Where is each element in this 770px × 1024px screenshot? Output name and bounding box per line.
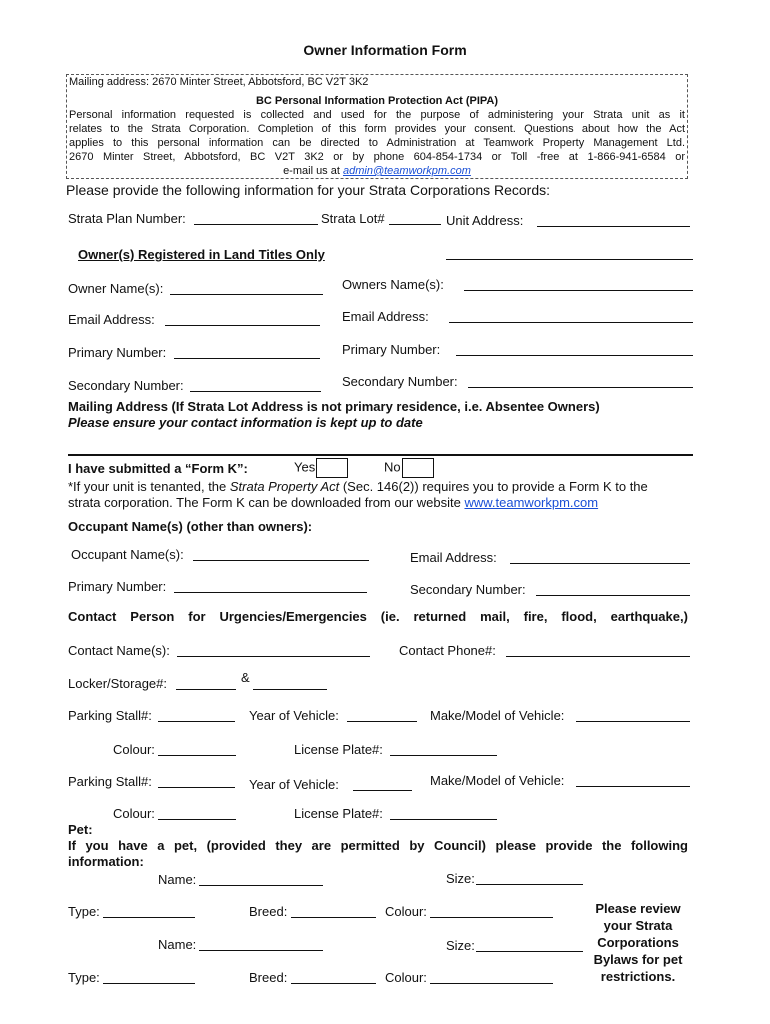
vehicle-colour-label-2: Colour: (113, 806, 155, 821)
occupant-email-label: Email Address: (410, 550, 497, 565)
pet-intro-word: following (630, 838, 688, 853)
page-title: Owner Information Form (303, 42, 467, 58)
bylaws-note-line-4: Bylaws for pet (593, 952, 683, 967)
license-plate-field-1[interactable] (390, 755, 497, 756)
pet-colour-field-1[interactable] (430, 917, 553, 918)
strata-property-act: Strata Property Act (229, 479, 340, 494)
pet-type-field-1[interactable] (103, 917, 195, 918)
owner-name-label-left: Owner Name(s): (68, 281, 164, 296)
pet-intro-line-2: information: (68, 854, 144, 869)
pet-intro-word: pet, (173, 838, 198, 853)
mailing-address-note: Please ensure your contact information is kept up to date (68, 415, 423, 430)
unit-address-label: Unit Address: (446, 213, 524, 228)
mailing-address-text: Mailing address: 2670 Minter Street, Abbotsford, BC V2T 3K2 (69, 76, 369, 88)
owner-secondary-label-right: Secondary Number: (342, 374, 458, 389)
bylaws-note-line-2: your Strata (603, 918, 673, 933)
pet-colour-label-1: Colour: (385, 904, 427, 919)
owner-name-field-right[interactable] (464, 290, 693, 291)
strata-plan-field[interactable] (194, 224, 318, 225)
pet-intro-word: Council) (433, 838, 486, 853)
contact-heading-word: fire, (523, 609, 548, 624)
owner-name-label-right: Owners Name(s): (342, 277, 444, 292)
contact-heading-word: (ie. (380, 609, 400, 624)
pet-heading: Pet: (68, 822, 93, 837)
pet-type-label-2: Type: (68, 970, 100, 985)
pet-name-field-1[interactable] (199, 885, 323, 886)
bylaws-note-line-3: Corporations (597, 935, 679, 950)
pet-intro-word: they (275, 838, 303, 853)
occupant-name-label: Occupant Name(s): (71, 547, 184, 562)
contact-heading-word: returned (413, 609, 467, 624)
pipa-text-line-3: applies to this personal information can be directed to Administration at Teamwork Property Management Ltd. (69, 137, 685, 149)
pet-intro-word: are (311, 838, 332, 853)
pet-type-field-2[interactable] (103, 983, 195, 984)
pet-intro-word: the (601, 838, 622, 853)
vehicle-colour-label-1: Colour: (113, 742, 155, 757)
license-plate-label-2: License Plate#: (294, 806, 383, 821)
contact-heading-word: Contact (68, 609, 117, 624)
owner-email-field-left[interactable] (165, 325, 320, 326)
form-k-no[interactable] (384, 458, 434, 478)
form-k-no-checkbox[interactable] (402, 458, 434, 478)
owner-name-field-left[interactable] (170, 294, 323, 295)
pipa-text-line-4: 2670 Minter Street, Abbotsford, BC V2T 3K2 or by phone 604-854-1734 or Toll -free at 1-866-941-6584 or (69, 151, 685, 163)
strata-plan-label: Strata Plan Number: (68, 211, 186, 226)
pet-intro-word: have (118, 838, 148, 853)
parking-stall-label-2: Parking Stall#: (68, 774, 152, 789)
pet-size-field-1[interactable] (476, 884, 583, 885)
owner-primary-field-right[interactable] (456, 355, 693, 356)
vehicle-colour-field-1[interactable] (158, 755, 236, 756)
contact-phone-field[interactable] (506, 656, 690, 657)
occupant-primary-field[interactable] (174, 592, 367, 593)
occupant-secondary-field[interactable] (536, 595, 690, 596)
pet-size-field-2[interactable] (476, 951, 583, 952)
owner-primary-field-left[interactable] (174, 358, 320, 359)
form-k-yes-checkbox[interactable] (316, 458, 348, 478)
pet-intro-word: you (85, 838, 109, 853)
vehicle-year-label-2: Year of Vehicle: (249, 777, 339, 792)
pet-name-field-2[interactable] (199, 950, 323, 951)
admin-email-link[interactable]: admin@teamworkpm.com (342, 165, 471, 177)
owner-email-label-right: Email Address: (342, 309, 429, 324)
contact-heading-word: flood, (561, 609, 597, 624)
vehicle-year-field-2[interactable] (353, 790, 412, 791)
strata-lot-field[interactable] (389, 224, 441, 225)
owners-heading-right-field[interactable] (446, 259, 693, 260)
vehicle-make-field-1[interactable] (576, 721, 690, 722)
pet-intro-word: by (409, 838, 425, 853)
locker-field-1[interactable] (176, 689, 236, 690)
occupant-name-field[interactable] (193, 560, 369, 561)
owner-primary-label-left: Primary Number: (68, 345, 167, 360)
owner-secondary-field-right[interactable] (468, 387, 693, 388)
pet-colour-label-2: Colour: (385, 970, 427, 985)
vehicle-make-label-1: Make/Model of Vehicle: (430, 708, 565, 723)
vehicle-make-field-2[interactable] (576, 786, 690, 787)
contact-name-field[interactable] (177, 656, 370, 657)
form-k-text-2-prefix: strata corporation. The Form K can be downloaded from our website (68, 495, 465, 510)
pipa-text-line-1: Personal information requested is collected and used for the purpose of administering your Strata unit as it (69, 109, 685, 121)
pet-breed-field-1[interactable] (291, 917, 376, 918)
owner-primary-label-right: Primary Number: (342, 342, 441, 357)
pet-intro-word: permitted (340, 838, 400, 853)
contact-heading-word: for (188, 609, 206, 624)
pet-size-label-2: Size: (446, 938, 475, 953)
pet-type-label-1: Type: (68, 904, 100, 919)
pet-intro-word: provide (545, 838, 593, 853)
owner-secondary-field-left[interactable] (190, 391, 321, 392)
form-k-yes-label: Yes (294, 459, 316, 475)
pet-breed-label-1: Breed: (249, 904, 288, 919)
form-k-yes[interactable] (294, 458, 348, 478)
pet-breed-field-2[interactable] (291, 983, 376, 984)
vehicle-year-label-1: Year of Vehicle: (249, 708, 339, 723)
pet-intro-line (68, 838, 688, 853)
occupant-secondary-label: Secondary Number: (410, 582, 526, 597)
pet-intro-word: a (157, 838, 165, 853)
owner-secondary-label-left: Secondary Number: (68, 378, 184, 393)
pet-name-label-1: Name: (158, 872, 197, 887)
contact-name-label: Contact Name(s): (68, 643, 170, 658)
bylaws-note-line-1: Please review (595, 901, 681, 916)
form-k-label: I have submitted a “Form K”: (68, 461, 248, 476)
bylaws-note-line-5: restrictions. (600, 969, 676, 984)
owner-email-field-right[interactable] (449, 322, 693, 323)
pet-intro-word: If (68, 838, 76, 853)
pet-breed-label-2: Breed: (249, 970, 288, 985)
contact-heading-word: mail, (480, 609, 510, 624)
contact-phone-label: Contact Phone#: (399, 643, 496, 658)
form-k-text-1 (68, 479, 648, 494)
form-k-text-2 (68, 495, 598, 510)
vehicle-make-label-2: Make/Model of Vehicle: (430, 773, 565, 788)
pet-colour-field-2[interactable] (430, 983, 553, 984)
locker-field-2[interactable] (253, 689, 327, 690)
owners-heading: Owner(s) Registered in Land Titles Only (78, 247, 325, 262)
pet-size-label-1: Size: (446, 871, 475, 886)
contact-heading-word: earthquake,) (610, 609, 688, 624)
bylaws-review-note (588, 900, 688, 985)
email-prefix: e-mail us at (283, 165, 343, 177)
license-plate-field-2[interactable] (390, 819, 497, 820)
pet-intro-word: please (495, 838, 536, 853)
contact-heading-word: Urgencies/Emergencies (219, 609, 367, 624)
locker-label: Locker/Storage#: (68, 676, 168, 691)
parking-stall-field-1[interactable] (158, 721, 235, 722)
pet-name-label-2: Name: (158, 937, 197, 952)
vehicle-year-field-1[interactable] (347, 721, 417, 722)
mailing-address-heading: Mailing Address (If Strata Lot Address is not primary residence, i.e. Absentee Owners) (68, 399, 600, 414)
form-k-text-1-prefix: *If your unit is tenanted, the (68, 479, 230, 494)
strata-lot-label: Strata Lot# (321, 211, 385, 226)
form-k-no-label: No (384, 459, 401, 475)
parking-stall-label-1: Parking Stall#: (68, 708, 152, 723)
occupant-email-field[interactable] (510, 563, 690, 564)
pipa-text-line-5 (67, 165, 687, 178)
contact-heading-word: Person (130, 609, 175, 624)
locker-ampersand: & (241, 670, 250, 685)
contact-heading (68, 609, 688, 624)
vehicle-colour-field-2[interactable] (158, 819, 236, 820)
intro-text: Please provide the following information for your Strata Corporations Records: (66, 182, 551, 198)
license-plate-label-1: License Plate#: (294, 742, 383, 757)
mailing-address-divider (68, 454, 693, 456)
pipa-heading: BC Personal Information Protection Act (PIPA) (255, 95, 499, 107)
unit-address-field[interactable] (537, 226, 690, 227)
parking-stall-field-2[interactable] (158, 787, 235, 788)
occupant-primary-label: Primary Number: (68, 579, 167, 594)
pet-intro-word: (provided (206, 838, 266, 853)
pipa-text-line-2: relates to the Strata Corporation. Completion of this form provides your consent. Questions about how the Act (69, 123, 685, 135)
occupants-heading: Occupant Name(s) (other than owners): (68, 519, 313, 534)
owner-email-label-left: Email Address: (68, 312, 155, 327)
form-k-text-1-suffix: (Sec. 146(2)) requires you to provide a Form K to the (339, 479, 648, 494)
pipa-info-box (66, 74, 688, 179)
website-link[interactable]: www.teamworkpm.com (464, 495, 599, 510)
